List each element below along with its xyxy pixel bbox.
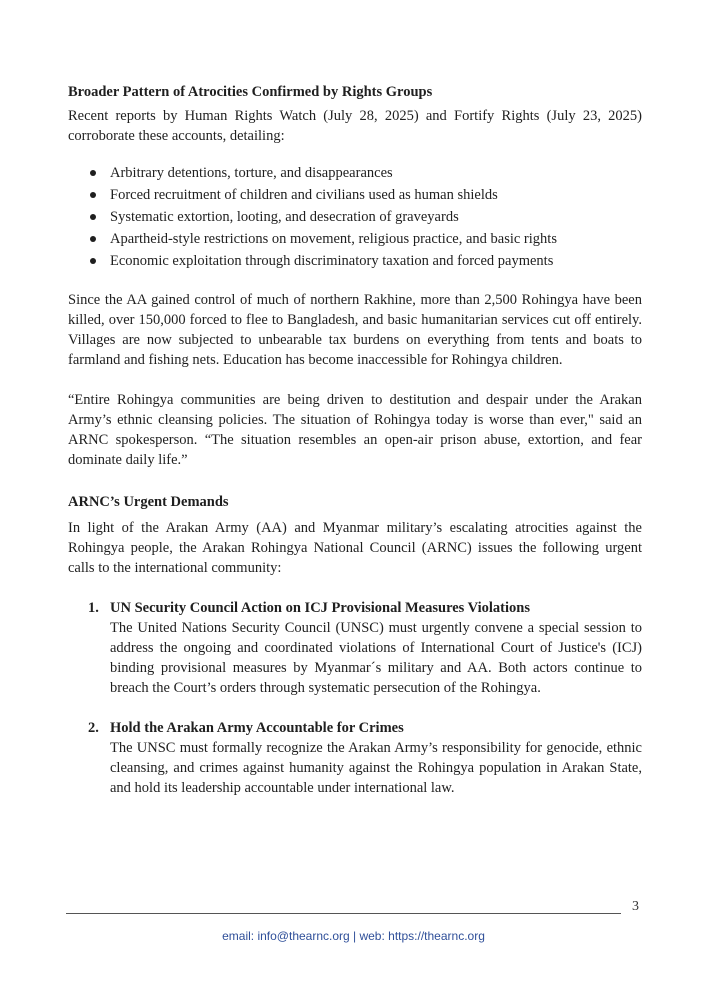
spokesperson-quote-paragraph: “Entire Rohingya communities are being driven to destitution and despair under the Arakan Army’s ethnic cleansing policies. The situation of Rohingya today is worse than ever," said an ARNC spokesperson. “The situation resembles an open-air prison abuse, extortion, and fear dominate daily life.” bbox=[68, 392, 642, 468]
demand-body: The United Nations Security Council (UNSC) must urgently convene a special session to address the ongoing and coordinated violations of International Court of Justice's (ICJ) binding provisional measures by Myanmar´s military and AA. Both actors continue to breach the Court’s orders through systematic persecution of the Rohingya. bbox=[110, 620, 642, 696]
footer-contact-info: email: info@thearnc.org | web: https://thearnc.org bbox=[222, 929, 485, 943]
demand-item bbox=[88, 598, 642, 698]
demands-intro-paragraph: In light of the Arakan Army (AA) and Myanmar military’s escalating atrocities against the Rohingya people, the Arakan Rohingya National Council (ARNC) issues the following urgent calls to the international community: bbox=[68, 520, 642, 576]
section-heading-urgent-demands: ARNC’s Urgent Demands bbox=[68, 494, 229, 510]
statistics-paragraph: Since the AA gained control of much of northern Rakhine, more than 2,500 Rohingya have been killed, over 150,000 forced to flee to Bangladesh, and basic humanitarian services cut off entirely. Villages are now subjected to unbearable tax burdens on everything from tents and boats to farmland and fishing nets. Education has become inaccessible for Rohingya children. bbox=[68, 292, 642, 368]
demand-number: 1. bbox=[88, 600, 99, 616]
demands-numbered-list bbox=[68, 598, 642, 798]
document-body bbox=[68, 82, 642, 818]
page-number: 3 bbox=[632, 899, 639, 914]
demand-title: UN Security Council Action on ICJ Provisional Measures Violations bbox=[110, 600, 530, 616]
demand-title: Hold the Arakan Army Accountable for Crimes bbox=[110, 720, 404, 736]
bullet-item: Arbitrary detentions, torture, and disappearances bbox=[110, 162, 642, 184]
bullet-item: Systematic extortion, looting, and desecration of graveyards bbox=[110, 206, 642, 228]
section-heading-broader-pattern: Broader Pattern of Atrocities Confirmed by Rights Groups bbox=[68, 84, 433, 100]
footer-divider bbox=[66, 913, 621, 914]
demand-number: 2. bbox=[88, 720, 99, 736]
bullet-item: Forced recruitment of children and civilians used as human shields bbox=[110, 184, 642, 206]
intro-paragraph: Recent reports by Human Rights Watch (July 28, 2025) and Fortify Rights (July 23, 2025) corroborate these accounts, detailing: bbox=[68, 108, 642, 144]
atrocities-bullet-list bbox=[68, 162, 642, 272]
bullet-item: Apartheid-style restrictions on movement, religious practice, and basic rights bbox=[110, 228, 642, 250]
demand-body: The UNSC must formally recognize the Arakan Army’s responsibility for genocide, ethnic cleansing, and crimes against humanity against the Rohingya population in Arakan State, and hold its leadership accountable under international law. bbox=[110, 740, 642, 796]
demand-item bbox=[88, 718, 642, 798]
bullet-item: Economic exploitation through discriminatory taxation and forced payments bbox=[110, 250, 642, 272]
